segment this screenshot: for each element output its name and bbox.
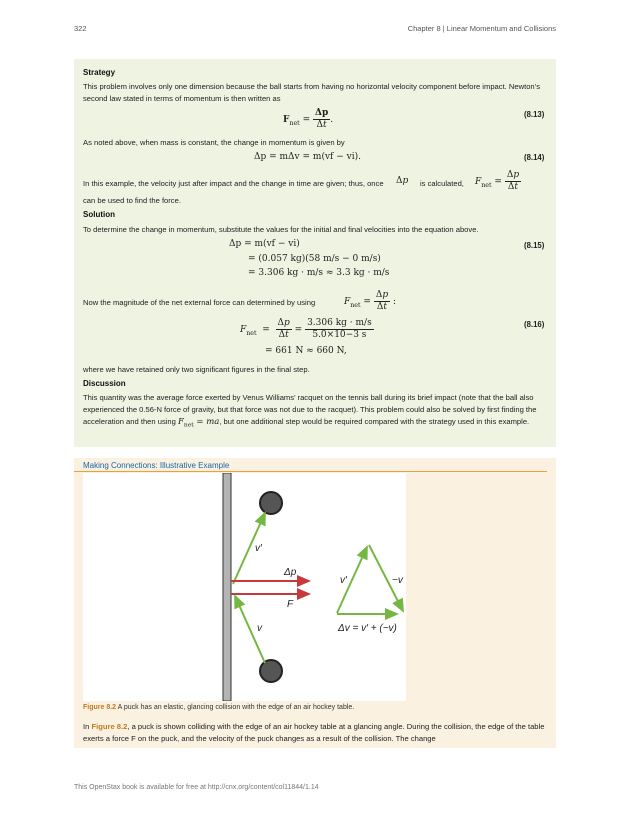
equation-number-8-15: (8.15) bbox=[524, 241, 545, 250]
chapter-title: Chapter 8 | Linear Momentum and Collisions bbox=[407, 24, 556, 33]
figure-caption-label: Figure 8.2 bbox=[83, 704, 117, 711]
figure-8-2 bbox=[83, 473, 406, 701]
solution-paragraph-3: where we have retained only two significant figures in the final step. bbox=[83, 365, 310, 374]
equation-8-15-line-3: = 3.306 kg · m/s ≈ 3.3 kg · m/s bbox=[248, 268, 390, 278]
equation-8-16-numerator: 3.306 kg · m/s bbox=[307, 318, 372, 328]
solution-heading: Solution bbox=[83, 210, 115, 219]
label-v: v bbox=[257, 623, 262, 634]
making-connections-heading: Making Connections: Illustrative Example bbox=[83, 461, 230, 470]
label-force: F bbox=[287, 599, 294, 610]
solution-paragraph-2: Now the magnitude of the net external force can determined by using bbox=[83, 298, 316, 307]
label-delta-p: Δp bbox=[284, 567, 297, 578]
making-connections-paragraph: In Figure 8.2, a puck is shown colliding with the edge of an air hockey table at a glancing angle. During the collision, the edge of the table exerts a force F on the puck, and the velocity of the puck changes as a result of the collision. The change bbox=[83, 722, 545, 743]
equation-8-13: $F_{net}$ = $\frac{\Delta p}{\Delta t}$ . bbox=[283, 108, 334, 130]
heading-divider bbox=[74, 471, 547, 472]
label-v-prime: v′ bbox=[255, 543, 262, 554]
discussion-heading: Discussion bbox=[83, 379, 126, 388]
puck-final bbox=[260, 492, 282, 514]
equation-8-15-line-2: = (0.057 kg)(58 m/s − 0 m/s) bbox=[248, 254, 381, 264]
label-delta-v-equation: Δv = v′ + (−v) bbox=[338, 623, 397, 634]
inline-f-net-formula: $F_{net}$ = $\frac{\Delta p}{\Delta t}$ bbox=[475, 170, 520, 192]
figure-caption bbox=[83, 704, 354, 711]
discussion-paragraph: This quantity was the average force exerted by Venus Williams’ racquet on the tennis ball during its brief impact (note that the ball also experienced the 0.56-N force of gravity, but that force was not due to the racquet). This problem could also be solved by first finding the acceleration and then using $F_{net}$ = ma, but one additional step would be required compared with the strategy used in this example. bbox=[83, 393, 537, 429]
equation-number-8-13: (8.13) bbox=[524, 110, 545, 119]
inline-delta-p: Δp bbox=[396, 176, 409, 186]
footer-text: This OpenStax book is available for free at http://cnx.org/content/col11844/1.14 bbox=[74, 784, 319, 791]
equation-8-16-denominator: 5.0×10−3 s bbox=[312, 330, 367, 340]
solution-paragraph-1: To determine the change in momentum, substitute the values for the initial and final velocities into the equation above. bbox=[83, 225, 479, 234]
strategy-heading: Strategy bbox=[83, 68, 116, 77]
equation-8-16-line-2: = 661 N ≈ 660 N, bbox=[265, 346, 347, 356]
strategy-paragraph-3c: can be used to find the force. bbox=[83, 196, 181, 205]
collision-diagram bbox=[83, 473, 406, 701]
equation-8-15-line-1: Δp = m(vf − vi) bbox=[229, 239, 300, 249]
equation-8-16-line-1: $F_{net}$ = $\frac{\Delta p}{\Delta t}$ = $\frac{3.306 kg \cdot m/s}{5.0\times 10-3 s}$ bbox=[240, 318, 372, 340]
equation-number-8-14: (8.14) bbox=[524, 153, 545, 162]
puck-initial bbox=[260, 660, 282, 682]
figure-caption-text: A puck has an elastic, glancing collision with the edge of an air hockey table. bbox=[117, 704, 355, 711]
equation-8-14: Δp = mΔv = m(vf − vi). bbox=[254, 152, 361, 162]
label-triangle-minus-v: −v bbox=[392, 575, 403, 586]
table-edge bbox=[223, 473, 231, 701]
label-triangle-v-prime: v′ bbox=[340, 575, 347, 586]
equation-number-8-16: (8.16) bbox=[524, 320, 545, 329]
strategy-paragraph-3a: In this example, the velocity just after impact and the change in time are given; thus, once bbox=[83, 179, 384, 188]
page-number: 322 bbox=[74, 24, 87, 33]
figure-8-2-link[interactable]: Figure 8.2 bbox=[91, 722, 128, 731]
strategy-paragraph-3b: is calculated, bbox=[420, 179, 464, 188]
strategy-paragraph-1: This problem involves only one dimension because the ball starts from having no horizontal velocity component before impact. Newton’s second law stated in terms of momentum is then written as bbox=[83, 82, 540, 103]
strategy-paragraph-2: As noted above, when mass is constant, the change in momentum is given by bbox=[83, 138, 345, 147]
inline-f-net-formula-2: $F_{net}$ = $\frac{\Delta p}{\Delta t}$ : bbox=[344, 290, 396, 312]
